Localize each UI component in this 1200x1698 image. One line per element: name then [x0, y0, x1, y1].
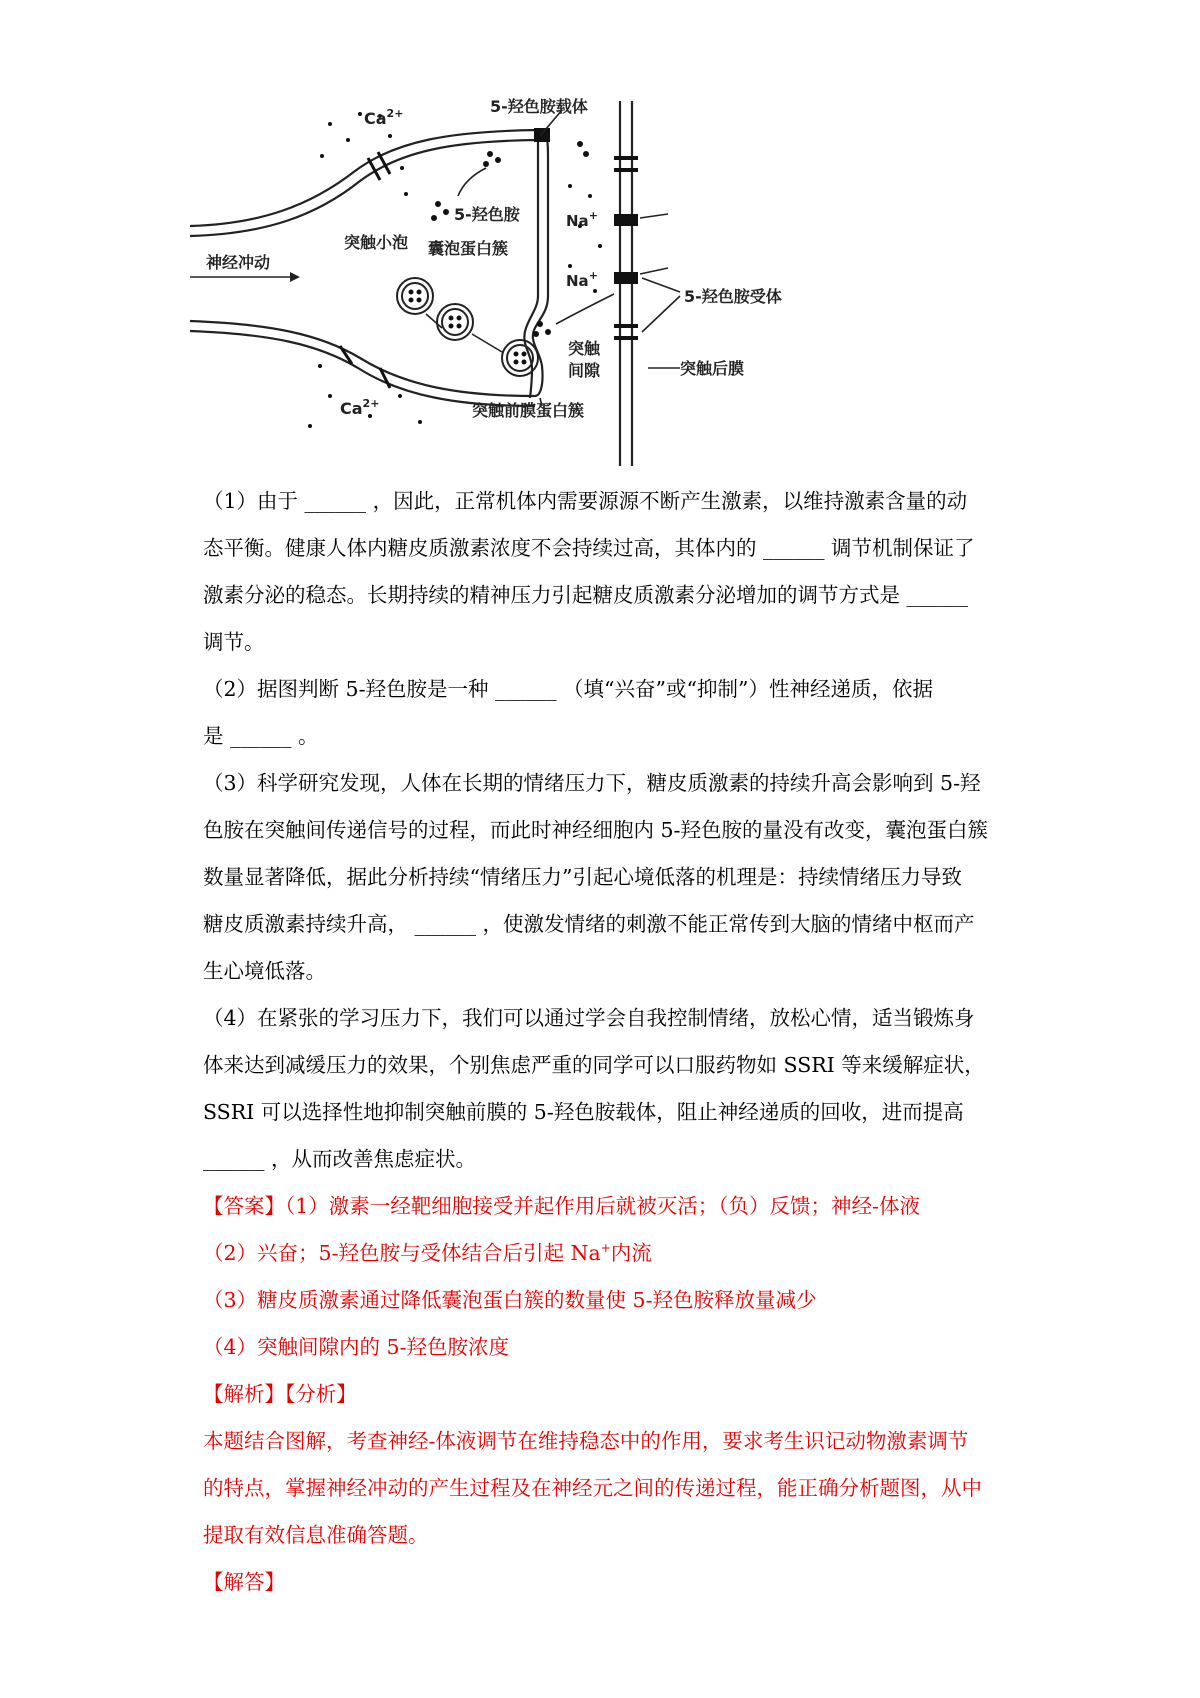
analysis-section: 【解析】【分析】 本题结合图解，考查神经-体液调节在维持稳态中的作用，要求考生识记动物激素调节 的特点，掌握神经冲动的产生过程及在神经元之间的传递过程，能正确分析题图，从中 提取有效信息准确答题。 【解答】	[203, 1371, 1003, 1606]
question-1: （1）由于 ______ ，因此，正常机体内需要源源不断产生激素，以维持激素含量的动 态平衡。健康人体内糖皮质激素浓度不会持续过高，其体内的 ______ 调节机制保证了 激素分泌的稳态。长期持续的精神压力引起糖皮质激素分泌增加的调节方式是 ______ 调节。	[203, 489, 975, 654]
document-body	[203, 478, 1003, 1606]
vesicle-protein-label: 囊泡蛋白簇	[428, 239, 509, 258]
ca-bottom-label: $Ca^{2+}$	[340, 397, 380, 418]
vesicle-label: 突触小泡	[344, 233, 409, 252]
na1-label: Na+	[566, 209, 598, 230]
impulse-label: 神经冲动	[206, 253, 271, 272]
cleft-label-1: 突触	[568, 339, 601, 358]
solution-label: 【解答】	[203, 1570, 285, 1594]
answer-line-1: 【答案】（1）激素一经靶细胞接受并起作用后就被灭活；（负）反馈；神经-体液	[203, 1194, 920, 1218]
answer-line-2: （2）兴奋；5-羟色胺与受体结合后引起 Na+内流	[203, 1241, 652, 1265]
serotonin-label: 5-羟色胺	[454, 205, 520, 224]
carrier-label: 5-羟色胺载体	[490, 97, 588, 116]
postsynaptic-label: 突触后膜	[680, 359, 745, 378]
answer-line-4: （4）突触间隙内的 5-羟色胺浓度	[203, 1335, 510, 1359]
presynaptic-protein-label: 突触前膜蛋白簇	[472, 401, 585, 420]
analysis-label: 【解析】【分析】	[203, 1382, 357, 1406]
question-3: （3）科学研究发现，人体在长期的情绪压力下，糖皮质激素的持续升高会影响到 5-羟 色胺在突触间传递信号的过程，而此时神经细胞内 5-羟色胺的量没有改变，囊泡蛋白簇 数量显著降低，据此分析持续“情绪压力”引起心境低落的机理是：持续情绪压力导致 糖皮质激素持续升高， ______ ，使激发情绪的刺激不能正常传到大脑的情绪中枢而产 生心境低落。	[203, 771, 988, 983]
question-2: （2）据图判断 5-羟色胺是一种 ______ （填“兴奋”或“抑制”）性神经递质，依据 是 ______ 。	[203, 677, 933, 748]
ca-channel-top	[368, 152, 390, 180]
cleft-label-2: 间隙	[568, 361, 601, 380]
ca-top-label: $Ca^{2+}$	[364, 107, 404, 128]
na2-label: Na+	[566, 269, 598, 290]
answer-line-3: （3）糖皮质激素通过降低囊泡蛋白簇的数量使 5-羟色胺释放量减少	[203, 1288, 817, 1312]
synapse-diagram	[190, 96, 850, 466]
answer-label: 【答案】	[203, 1194, 285, 1218]
answer-section	[203, 1183, 1003, 1371]
receptor-label: 5-羟色胺受体	[684, 287, 782, 306]
question-4: （4）在紧张的学习压力下，我们可以通过学会自我控制情绪，放松心情，适当锻炼身 体来达到减缓压力的效果，个别焦虑严重的同学可以口服药物如 SSRI 等来缓解症状， SSRI 可以选择性地抑制突触前膜的 5-羟色胺载体，阻止神经递质的回收，进而提高 ______ ，从而改善焦虑症状。	[203, 1006, 985, 1171]
